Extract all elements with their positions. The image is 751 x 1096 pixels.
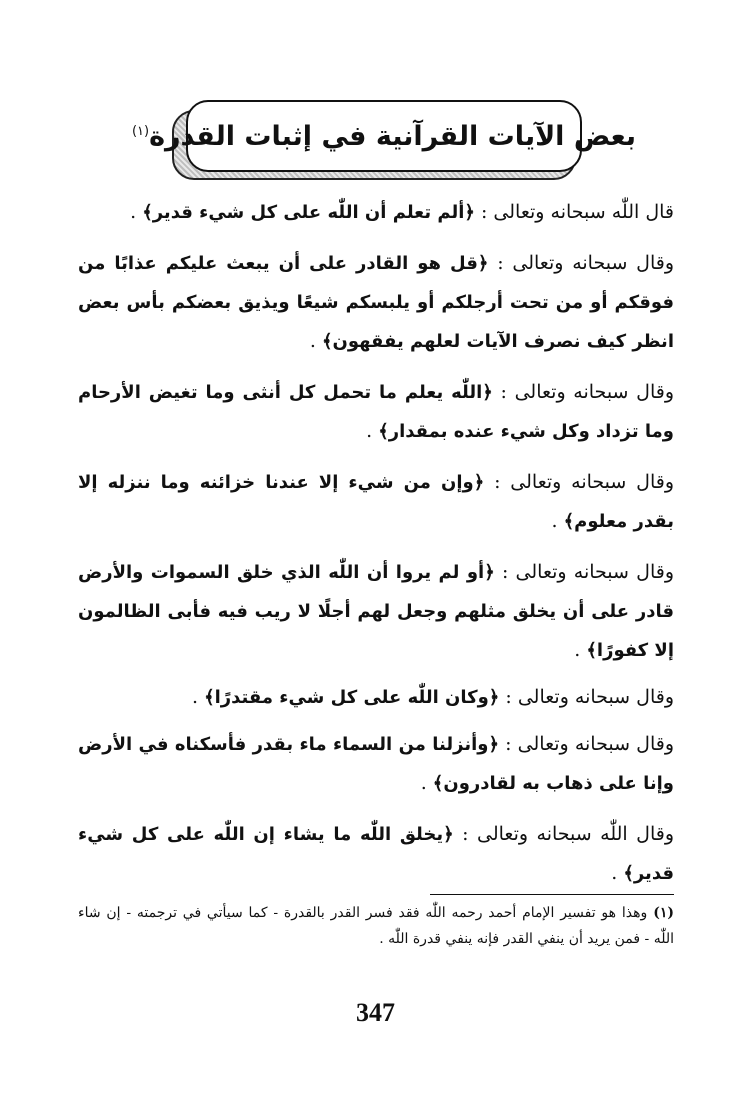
quran-verse: ﴿يخلق اللّٰه ما يشاء إن اللّٰه على كل شيء قدير﴾ [78,824,674,884]
paragraph-tail: . [191,686,205,708]
paragraph-tail: . [130,201,143,223]
quran-verse: ﴿وإن من شيء إلا عندنا خزائنه وما ننزله إلا بقدر معلوم﴾ [78,472,674,532]
paragraph-5 [78,553,674,670]
paragraph-intro: وقال سبحانه وتعالى : [499,686,674,708]
quran-verse: ﴿ألم تعلم أن اللّٰه على كل شيء قدير﴾ [142,202,475,223]
paragraph-intro: وقال سبحانه وتعالى : [484,471,675,493]
paragraph-tail: . [420,772,433,794]
footnote [78,900,674,952]
paragraph-1 [78,193,674,232]
paragraph-tail: . [366,420,379,442]
paragraph-tail: . [551,510,564,532]
quran-verse: ﴿وأنزلنا من السماء ماء بقدر فأسكناه في الأرض وإنا على ذهاب به لقادرون﴾ [78,734,674,794]
title-box [131,100,637,172]
body-text [78,193,674,905]
title-frame [131,100,637,182]
paragraph-3 [78,373,674,451]
paragraph-8 [78,815,674,893]
paragraph-4 [78,463,674,541]
paragraph-tail: . [309,330,322,352]
paragraph-tail: . [574,639,587,661]
footnote-number: (١) [653,905,674,921]
paragraph-2 [78,244,674,361]
quran-verse: ﴿اللّٰه يعلم ما تحمل كل أنثى وما تغيض الأرحام وما تزداد وكل شيء عنده بمقدار﴾ [78,382,674,442]
quran-verse: ﴿وكان اللّٰه على كل شيء مقتدرًا﴾ [204,687,500,708]
chapter-title-text: بعض الآيات القرآنية في إثبات القدرة [149,120,637,152]
paragraph-intro: قال اللّٰه سبحانه وتعالى : [474,201,674,223]
footnote-separator [430,894,674,895]
paragraph-tail: . [611,862,624,884]
paragraph-7 [78,725,674,803]
quran-verse: ﴿قل هو القادر على أن يبعث عليكم عذابًا من فوقكم أو من تحت أرجلكم أو يلبسكم شيعًا ويذيق بعضكم بأس بعض انظر كيف نصرف الآيات لعلهم يفقهون﴾ [78,253,674,352]
paragraph-intro: وقال اللّٰه سبحانه وتعالى : [453,823,674,845]
paragraph-6 [78,678,674,717]
page-number: 347 [356,998,395,1027]
paragraph-intro: وقال سبحانه وتعالى : [492,381,674,403]
quran-verse: ﴿أو لم يروا أن اللّٰه الذي خلق السموات والأرض قادر على أن يخلق مثلهم وجعل لهم أجلًا لا ريب فيه فأبى الظالمون إلا كفورًا﴾ [78,562,674,661]
footnote-text: وهذا هو تفسير الإمام أحمد رحمه اللّٰه فقد فسر القدر بالقدرة - كما سيأتي في ترجمته - إن شاء اللّٰه - فمن يريد أن ينفي القدر فإنه ينفي قدرة اللّٰه . [78,905,674,947]
chapter-title [132,121,636,152]
title-footnote-ref: (١) [131,123,150,139]
paragraph-intro: وقال سبحانه وتعالى : [488,252,674,274]
paragraph-intro: وقال سبحانه وتعالى : [499,733,674,755]
paragraph-intro: وقال سبحانه وتعالى : [494,561,675,583]
